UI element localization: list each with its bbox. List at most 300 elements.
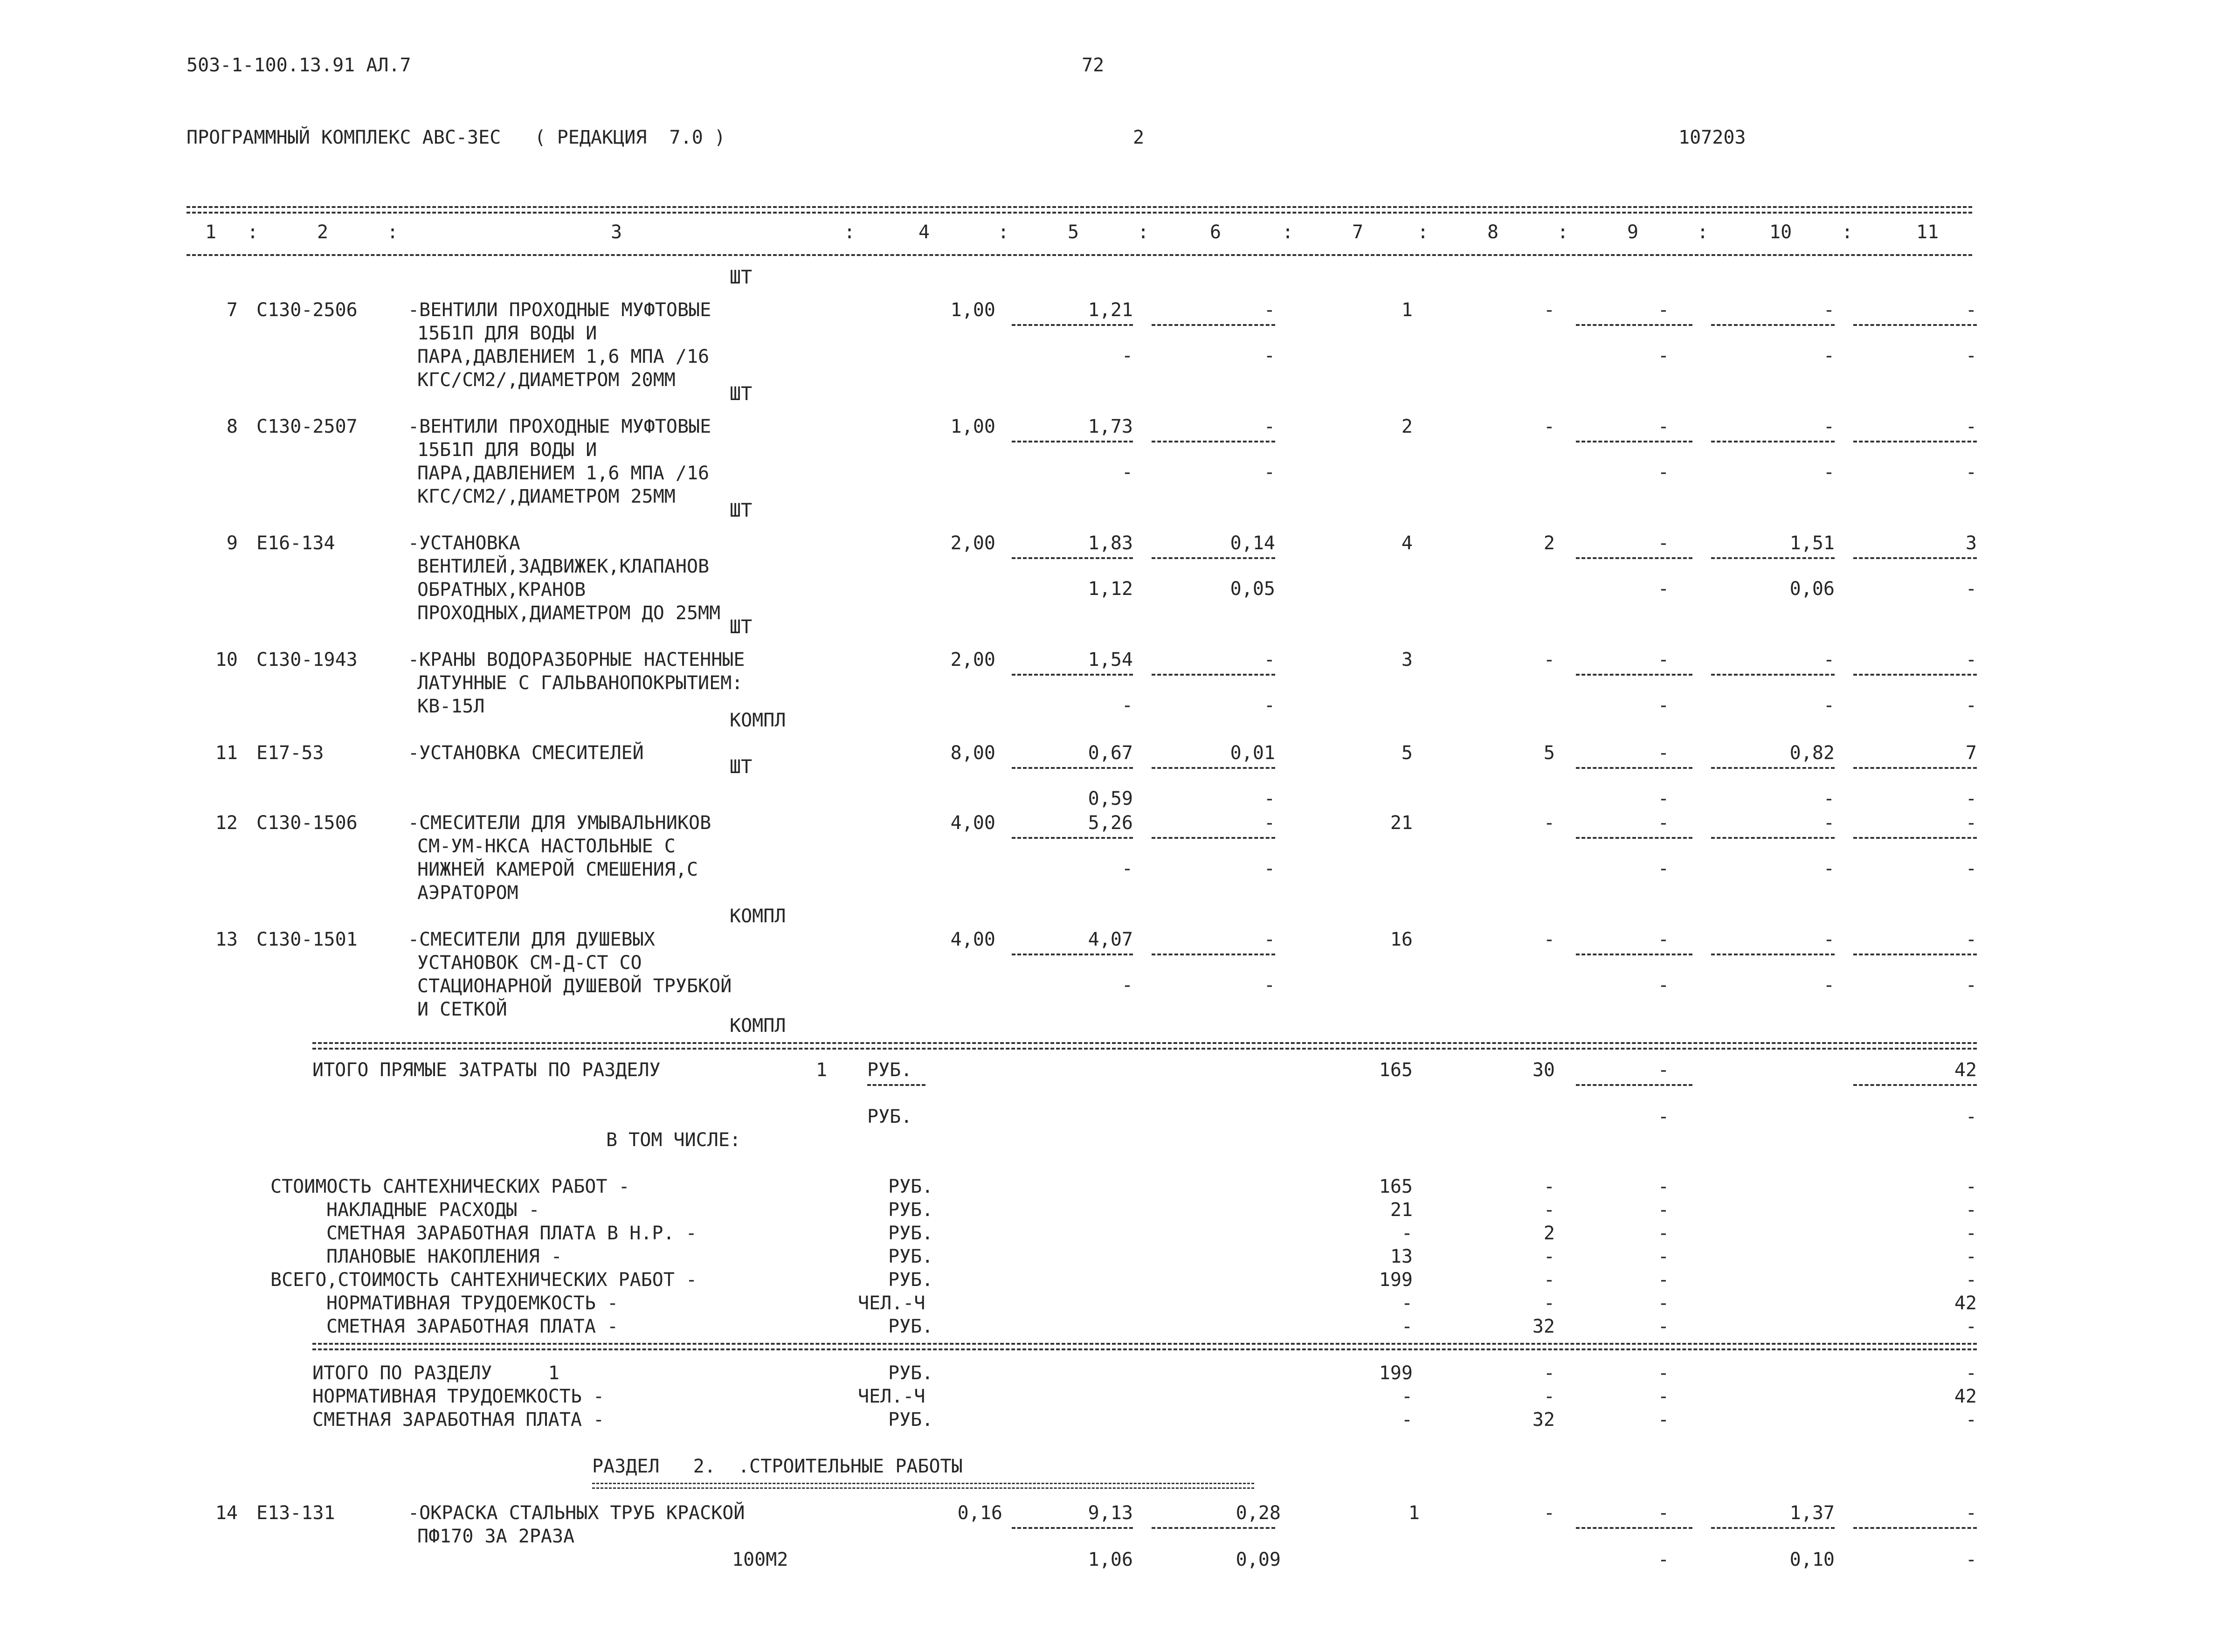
breakdown-col-9: -: [1657, 1316, 1669, 1337]
col-11-b: -: [1965, 975, 1977, 996]
column-separator: :: [1557, 221, 1569, 243]
col-10: -: [1823, 299, 1835, 321]
document-code: 503-1-100.13.91 АЛ.7: [186, 55, 411, 76]
section-total-labor: 32: [1532, 1409, 1555, 1431]
rate-code: С130-1943: [256, 649, 358, 670]
machine-cost-labor: -: [1263, 858, 1275, 879]
column-header-5: 5: [1068, 221, 1079, 243]
cell-rule: [1576, 954, 1692, 955]
cell-rule: [1152, 837, 1275, 839]
labor-cost: -: [1543, 1502, 1555, 1524]
unit-label: КОМПЛ: [730, 710, 786, 731]
breakdown-total: -: [1401, 1223, 1413, 1244]
breakdown-total: 21: [1390, 1199, 1413, 1221]
col-9: -: [1657, 929, 1669, 950]
totals-section: 1: [816, 1059, 828, 1081]
description-line: СТАЦИОНАРНОЙ ДУШЕВОЙ ТРУБКОЙ: [417, 975, 732, 997]
description-line: СМ-УМ-НКСА НАСТОЛЬНЫЕ С: [417, 836, 676, 857]
machine-cost-labor: -: [1263, 695, 1275, 716]
section-total-total: 199: [1379, 1362, 1413, 1384]
breakdown-col-11: -: [1965, 1223, 1977, 1244]
column-header-10: 10: [1769, 221, 1792, 243]
section-2-title: РАЗДЕЛ 2. .СТРОИТЕЛЬНЫЕ РАБОТЫ: [592, 1456, 963, 1477]
labor-cost: -: [1543, 299, 1555, 321]
col-10-b: 0,10: [1789, 1549, 1835, 1570]
col-11: -: [1965, 416, 1977, 437]
col-11: -: [1965, 929, 1977, 950]
labor-cost: -: [1543, 649, 1555, 670]
col-9-b: -: [1657, 1549, 1669, 1570]
col-10: -: [1823, 649, 1835, 670]
cell-rule: [1711, 324, 1835, 326]
description-line: КВ-15Л: [417, 696, 485, 717]
col-9-b: -: [1657, 858, 1669, 879]
rate-code: С130-1506: [256, 812, 358, 834]
section-total-col-9: -: [1657, 1386, 1669, 1407]
row-number: 10: [215, 649, 238, 670]
breakdown-labor: 2: [1543, 1223, 1555, 1244]
unit-cost-labor: -: [1121, 858, 1133, 879]
description-line: ПФ170 ЗА 2РАЗА: [417, 1526, 575, 1547]
totals-total: 165: [1379, 1059, 1413, 1081]
breakdown-col-9: -: [1657, 1223, 1669, 1244]
cell-rule: [1711, 767, 1835, 769]
unit-label: КОМПЛ: [730, 905, 786, 927]
column-header-6: 6: [1210, 221, 1222, 243]
breakdown-labor: -: [1543, 1199, 1555, 1221]
description-line: -УСТАНОВКА СМЕСИТЕЛЕЙ: [408, 742, 644, 764]
breakdown-total: 199: [1379, 1269, 1413, 1291]
column-separator: :: [1842, 221, 1853, 243]
breakdown-unit: РУБ.: [888, 1246, 933, 1267]
description-line: 15Б1П ДЛЯ ВОДЫ И: [417, 439, 597, 461]
header-rule-top: [186, 206, 1972, 208]
unit-cost-labor: -: [1121, 695, 1133, 716]
quantity: 0,16: [957, 1502, 1002, 1524]
col-11: -: [1965, 812, 1977, 834]
col-10-b: -: [1823, 462, 1835, 483]
row-number: 9: [226, 532, 238, 554]
column-header-2: 2: [317, 221, 329, 243]
cell-rule: [1853, 324, 1977, 326]
column-header-1: 1: [205, 221, 217, 243]
column-separator: :: [1417, 221, 1429, 243]
page-number: 72: [1082, 55, 1105, 76]
col-10: -: [1823, 416, 1835, 437]
description-line: -СМЕСИТЕЛИ ДЛЯ УМЫВАЛЬНИКОВ: [408, 812, 711, 834]
col-9-b: -: [1657, 695, 1669, 716]
cell-rule: [1152, 441, 1275, 442]
cell-rule: [1012, 324, 1133, 326]
col-9-b: -: [1657, 975, 1669, 996]
totals-label: ИТОГО ПРЯМЫЕ ЗАТРАТЫ ПО РАЗДЕЛУ: [312, 1059, 661, 1081]
description-line: НИЖНЕЙ КАМЕРОЙ СМЕШЕНИЯ,С: [417, 859, 698, 880]
col-10-b: -: [1823, 345, 1835, 366]
cell-rule: [1853, 674, 1977, 676]
col-11-b: -: [1965, 695, 1977, 716]
unit-cost-labor: -: [1121, 462, 1133, 483]
description-line: -ВЕНТИЛИ ПРОХОДНЫЕ МУФТОВЫЕ: [408, 416, 711, 437]
breakdown-col-11: -: [1965, 1269, 1977, 1291]
breakdown-col-9: -: [1657, 1269, 1669, 1291]
section-title-underline: [592, 1483, 1254, 1489]
breakdown-label: СМЕТНАЯ ЗАРАБОТНАЯ ПЛАТА В Н.Р. -: [326, 1223, 697, 1244]
cell-rule: [1152, 324, 1275, 326]
section-total-unit: РУБ.: [888, 1362, 933, 1384]
breakdown-label: НАКЛАДНЫЕ РАСХОДЫ -: [326, 1199, 540, 1221]
description-line: -ВЕНТИЛИ ПРОХОДНЫЕ МУФТОВЫЕ: [408, 299, 711, 321]
breakdown-labor: -: [1543, 1176, 1555, 1197]
unit-cost: 0,67: [1088, 742, 1133, 764]
breakdown-labor: -: [1543, 1269, 1555, 1291]
unit-cost: 9,13: [1088, 1502, 1133, 1524]
breakdown-total: 165: [1379, 1176, 1413, 1197]
cell-rule: [1853, 1084, 1977, 1086]
description-line: УСТАНОВОК СМ-Д-СТ СО: [417, 952, 642, 974]
col-10-b: -: [1823, 695, 1835, 716]
unit-cost-labor: 0,59: [1088, 788, 1133, 809]
section-total-total: -: [1401, 1409, 1413, 1431]
totals-col-9-b: -: [1657, 1106, 1669, 1127]
row-number: 14: [215, 1502, 238, 1524]
unit-label: ШТ: [730, 383, 753, 405]
section-rule: [312, 1042, 1977, 1044]
machine-cost: 0,14: [1230, 532, 1275, 554]
unit-cost: 1,83: [1088, 532, 1133, 554]
cell-rule: [1152, 1527, 1275, 1529]
breakdown-labor: -: [1543, 1293, 1555, 1314]
total-cost: 1: [1401, 299, 1413, 321]
column-header-9: 9: [1627, 221, 1639, 243]
column-header-7: 7: [1352, 221, 1364, 243]
unit-cost-labor: 1,06: [1088, 1549, 1133, 1570]
machine-cost-labor: 0,09: [1236, 1549, 1281, 1570]
cell-rule: [1576, 324, 1692, 326]
description-line: -КРАНЫ ВОДОРАЗБОРНЫЕ НАСТЕННЫЕ: [408, 649, 745, 670]
totals-col-11: 42: [1954, 1059, 1977, 1081]
quantity: 8,00: [950, 742, 995, 764]
breakdown-col-9: -: [1657, 1246, 1669, 1267]
unit-cost: 1,21: [1088, 299, 1133, 321]
totals-col-9: -: [1657, 1059, 1669, 1081]
col-11: -: [1965, 649, 1977, 670]
cell-rule: [867, 1084, 925, 1086]
cell-rule: [1012, 837, 1133, 839]
column-header-11: 11: [1916, 221, 1939, 243]
quantity: 2,00: [950, 532, 995, 554]
cell-rule: [1853, 557, 1977, 559]
section-total-col-9: -: [1657, 1362, 1669, 1384]
cell-rule: [1152, 767, 1275, 769]
col-11: 3: [1965, 532, 1977, 554]
section-total-col-11: 42: [1954, 1386, 1977, 1407]
col-11-b: -: [1965, 345, 1977, 366]
breakdown-label: СМЕТНАЯ ЗАРАБОТНАЯ ПЛАТА -: [326, 1316, 619, 1337]
rate-code: С130-1501: [256, 929, 358, 950]
quantity: 2,00: [950, 649, 995, 670]
unit-label: ШТ: [730, 616, 753, 638]
row-number: 7: [226, 299, 238, 321]
cell-rule: [1853, 954, 1977, 955]
total-cost: 5: [1401, 742, 1413, 764]
quantity: 4,00: [950, 929, 995, 950]
cell-rule: [1576, 1527, 1692, 1529]
cell-rule: [1576, 1084, 1692, 1086]
column-separator: :: [1282, 221, 1294, 243]
breakdown-label: НОРМАТИВНАЯ ТРУДОЕМКОСТЬ -: [326, 1293, 619, 1314]
breakdown-col-11: -: [1965, 1316, 1977, 1337]
labor-cost: -: [1543, 929, 1555, 950]
including-label: В ТОМ ЧИСЛЕ:: [606, 1129, 741, 1151]
col-10-b: -: [1823, 788, 1835, 809]
description-line: -СМЕСИТЕЛИ ДЛЯ ДУШЕВЫХ: [408, 929, 655, 950]
machine-cost-labor: -: [1263, 788, 1275, 809]
machine-cost-labor: 0,05: [1230, 578, 1275, 600]
unit-cost-labor: 1,12: [1088, 578, 1133, 600]
col-11-b: -: [1965, 858, 1977, 879]
total-cost: 1: [1408, 1502, 1420, 1524]
breakdown-total: 13: [1390, 1246, 1413, 1267]
cell-rule: [1152, 954, 1275, 955]
col-11: 7: [1965, 742, 1977, 764]
breakdown-label: ВСЕГО,СТОИМОСТЬ САНТЕХНИЧЕСКИХ РАБОТ -: [270, 1269, 697, 1291]
cell-rule: [1012, 767, 1133, 769]
section-rule-2: [312, 1048, 1977, 1050]
col-11-b: -: [1965, 788, 1977, 809]
breakdown-col-9: -: [1657, 1199, 1669, 1221]
machine-cost: -: [1263, 649, 1275, 670]
quantity: 1,00: [950, 416, 995, 437]
col-9-b: -: [1657, 462, 1669, 483]
col-9: -: [1657, 416, 1669, 437]
row-number: 8: [226, 416, 238, 437]
description-line: ПАРА,ДАВЛЕНИЕМ 1,6 МПА /16: [417, 346, 710, 367]
total-cost: 2: [1401, 416, 1413, 437]
rate-code: С130-2506: [256, 299, 358, 321]
breakdown-labor: 32: [1532, 1316, 1555, 1337]
row-number: 13: [215, 929, 238, 950]
breakdown-unit: РУБ.: [888, 1269, 933, 1291]
section-total-label: ИТОГО ПО РАЗДЕЛУ 1: [312, 1362, 559, 1384]
col-10: 0,82: [1789, 742, 1835, 764]
cell-rule: [1576, 674, 1692, 676]
cell-rule: [1711, 954, 1835, 955]
column-separator: :: [247, 221, 259, 243]
col-10: -: [1823, 929, 1835, 950]
unit-cost: 4,07: [1088, 929, 1133, 950]
breakdown-col-11: -: [1965, 1199, 1977, 1221]
col-9: -: [1657, 1502, 1669, 1524]
cell-rule: [1853, 441, 1977, 442]
totals-unit: РУБ.: [867, 1059, 912, 1081]
total-cost: 21: [1390, 812, 1413, 834]
machine-cost-labor: -: [1263, 345, 1275, 366]
labor-cost: -: [1543, 812, 1555, 834]
breakdown-col-9: -: [1657, 1293, 1669, 1314]
unit-cost: 5,26: [1088, 812, 1133, 834]
unit-label: ШТ: [730, 500, 753, 521]
section-total-col-9: -: [1657, 1409, 1669, 1431]
description-line: КГС/СМ2/,ДИАМЕТРОМ 25ММ: [417, 486, 676, 507]
cell-rule: [1853, 837, 1977, 839]
col-9: -: [1657, 812, 1669, 834]
breakdown-total: -: [1401, 1293, 1413, 1314]
description-line: -ОКРАСКА СТАЛЬНЫХ ТРУБ КРАСКОЙ: [408, 1502, 745, 1524]
section-total-label: НОРМАТИВНАЯ ТРУДОЕМКОСТЬ -: [312, 1386, 605, 1407]
total-cost: 3: [1401, 649, 1413, 670]
breakdown-col-11: -: [1965, 1176, 1977, 1197]
machine-cost-labor: -: [1263, 975, 1275, 996]
unit-label: ШТ: [730, 756, 753, 778]
quantity: 4,00: [950, 812, 995, 834]
machine-cost-labor: -: [1263, 462, 1275, 483]
section-total-unit: РУБ.: [888, 1409, 933, 1431]
cell-rule: [1576, 557, 1692, 559]
cell-rule: [1012, 1527, 1133, 1529]
section-rule: [312, 1343, 1977, 1345]
unit-cost-labor: -: [1121, 345, 1133, 366]
col-9: -: [1657, 299, 1669, 321]
machine-cost: -: [1263, 416, 1275, 437]
cell-rule: [1711, 837, 1835, 839]
breakdown-col-11: 42: [1954, 1293, 1977, 1314]
machine-cost: 0,01: [1230, 742, 1275, 764]
column-header-8: 8: [1487, 221, 1499, 243]
totals-col-11-b: -: [1965, 1106, 1977, 1127]
total-cost: 16: [1390, 929, 1413, 950]
cell-rule: [1012, 441, 1133, 442]
col-9: -: [1657, 532, 1669, 554]
column-separator: :: [844, 221, 856, 243]
labor-cost: -: [1543, 416, 1555, 437]
col-10-b: -: [1823, 858, 1835, 879]
cell-rule: [1152, 557, 1275, 559]
cell-rule: [1853, 767, 1977, 769]
cell-rule: [1152, 674, 1275, 676]
machine-cost: -: [1263, 929, 1275, 950]
section-total-labor: -: [1543, 1386, 1555, 1407]
description-line: ОБРАТНЫХ,КРАНОВ: [417, 579, 586, 601]
labor-cost: 5: [1543, 742, 1555, 764]
col-10-b: -: [1823, 975, 1835, 996]
col-11-b: -: [1965, 462, 1977, 483]
unit-label: ШТ: [730, 267, 753, 288]
row-number: 12: [215, 812, 238, 834]
program-title: ПРОГРАММНЫЙ КОМПЛЕКС АВС-3ЕС ( РЕДАКЦИЯ 7.0 ): [186, 127, 725, 148]
unit-label: 100М2: [732, 1549, 788, 1570]
column-separator: :: [998, 221, 1009, 243]
col-9: -: [1657, 649, 1669, 670]
rate-code: С130-2507: [256, 416, 358, 437]
breakdown-col-11: -: [1965, 1246, 1977, 1267]
cell-rule: [1853, 1527, 1977, 1529]
column-separator: :: [387, 221, 399, 243]
row-number: 11: [215, 742, 238, 764]
breakdown-unit: РУБ.: [888, 1316, 933, 1337]
breakdown-labor: -: [1543, 1246, 1555, 1267]
cell-rule: [1576, 441, 1692, 442]
cell-rule: [1711, 441, 1835, 442]
machine-cost: 0,28: [1236, 1502, 1281, 1524]
description-line: ПРОХОДНЫХ,ДИАМЕТРОМ ДО 25ММ: [417, 602, 721, 624]
cell-rule: [1711, 674, 1835, 676]
col-9-b: -: [1657, 345, 1669, 366]
col-10: -: [1823, 812, 1835, 834]
description-line: 15Б1П ДЛЯ ВОДЫ И: [417, 323, 597, 344]
total-cost: 4: [1401, 532, 1413, 554]
col-11-b: -: [1965, 578, 1977, 600]
unit-cost-labor: -: [1121, 975, 1133, 996]
col-9-b: -: [1657, 578, 1669, 600]
description-line: ПАРА,ДАВЛЕНИЕМ 1,6 МПА /16: [417, 463, 710, 484]
labor-cost: 2: [1543, 532, 1555, 554]
description-line: КГС/СМ2/,ДИАМЕТРОМ 20ММ: [417, 369, 676, 391]
description-line: ЛАТУННЫЕ С ГАЛЬВАНОПОКРЫТИЕМ:: [417, 672, 743, 694]
rate-code: Е13-131: [256, 1502, 335, 1524]
breakdown-unit: РУБ.: [888, 1199, 933, 1221]
unit-label: КОМПЛ: [730, 1015, 786, 1037]
breakdown-unit: ЧЕЛ.-Ч: [858, 1293, 925, 1314]
col-9: -: [1657, 742, 1669, 764]
cell-rule: [1576, 837, 1692, 839]
col-11-b: -: [1965, 1549, 1977, 1570]
section-total-col-11: -: [1965, 1362, 1977, 1384]
document-number: 107203: [1678, 127, 1746, 148]
breakdown-label: ПЛАНОВЫЕ НАКОПЛЕНИЯ -: [326, 1246, 562, 1267]
description-line: АЭРАТОРОМ: [417, 882, 518, 904]
description-line: И СЕТКОЙ: [417, 999, 507, 1020]
description-line: -УСТАНОВКА: [408, 532, 520, 554]
breakdown-unit: РУБ.: [888, 1176, 933, 1197]
column-header-3: 3: [611, 221, 622, 243]
description-line: ВЕНТИЛЕЙ,ЗАДВИЖЕК,КЛАПАНОВ: [417, 556, 710, 577]
col-10: 1,37: [1789, 1502, 1835, 1524]
cell-rule: [1576, 767, 1692, 769]
rate-code: Е16-134: [256, 532, 335, 554]
section-total-labor: -: [1543, 1362, 1555, 1384]
breakdown-total: -: [1401, 1316, 1413, 1337]
section-rule-2: [312, 1348, 1977, 1350]
col-10-b: 0,06: [1789, 578, 1835, 600]
cell-rule: [1711, 557, 1835, 559]
column-separator: :: [1697, 221, 1709, 243]
cell-rule: [1012, 954, 1133, 955]
breakdown-label: СТОИМОСТЬ САНТЕХНИЧЕСКИХ РАБОТ -: [270, 1176, 630, 1197]
cell-rule: [1711, 1527, 1835, 1529]
header-rule-top-2: [186, 212, 1972, 214]
breakdown-unit: РУБ.: [888, 1223, 933, 1244]
machine-cost: -: [1263, 812, 1275, 834]
section-total-label: СМЕТНАЯ ЗАРАБОТНАЯ ПЛАТА -: [312, 1409, 605, 1431]
section-total-col-11: -: [1965, 1409, 1977, 1431]
unit-cost: 1,73: [1088, 416, 1133, 437]
cell-rule: [1012, 557, 1133, 559]
totals-labor: 30: [1532, 1059, 1555, 1081]
col-9-b: -: [1657, 788, 1669, 809]
breakdown-col-9: -: [1657, 1176, 1669, 1197]
unit-cost: 1,54: [1088, 649, 1133, 670]
rate-code: Е17-53: [256, 742, 324, 764]
totals-unit-2: РУБ.: [867, 1106, 912, 1127]
section-total-unit: ЧЕЛ.-Ч: [858, 1386, 925, 1407]
cell-rule: [1012, 674, 1133, 676]
quantity: 1,00: [950, 299, 995, 321]
machine-cost: -: [1263, 299, 1275, 321]
section-total-total: -: [1401, 1386, 1413, 1407]
col-11: -: [1965, 1502, 1977, 1524]
header-rule-bottom: [186, 254, 1972, 256]
column-separator: :: [1138, 221, 1149, 243]
